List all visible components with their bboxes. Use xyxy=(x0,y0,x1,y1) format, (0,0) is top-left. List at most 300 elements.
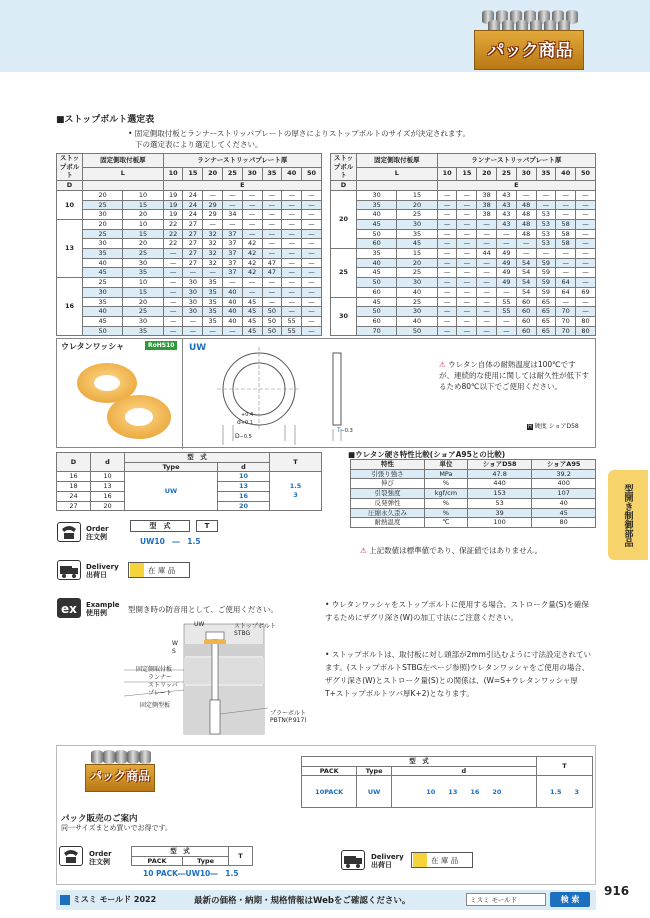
cell-e: 25 xyxy=(397,297,437,307)
dim-cell: 27 xyxy=(57,501,91,511)
cell-v: 22 xyxy=(163,229,183,239)
cell-v: — xyxy=(556,258,576,268)
example-label-en: Example xyxy=(86,601,120,609)
props-cell: % xyxy=(424,498,467,508)
cell-v: 29 xyxy=(203,210,223,220)
cell-v: 70 xyxy=(556,326,576,336)
cell-v: 22 xyxy=(163,239,183,249)
cell-v: — xyxy=(457,326,477,336)
phone-icon xyxy=(57,522,81,542)
cell-v: — xyxy=(497,239,517,249)
cell-v: — xyxy=(282,239,302,249)
cell-l: 50 xyxy=(83,326,123,336)
dim-h-type: Type xyxy=(125,462,218,472)
cell-v: 64 xyxy=(556,287,576,297)
pack-delivery-label xyxy=(371,853,404,869)
cell-v: — xyxy=(302,326,322,336)
order-label-jp: 注文例 xyxy=(86,533,107,541)
cell-v: 37 xyxy=(223,239,243,249)
pack-order-example: 10 PACK―UW10― 1.5 xyxy=(143,869,239,878)
props-h: ショアA95 xyxy=(532,460,596,470)
cell-v: 19 xyxy=(163,210,183,220)
cell-e: 15 xyxy=(397,190,437,200)
cell-l: 40 xyxy=(83,258,123,268)
h-l-sym: L xyxy=(83,167,164,181)
cell-v: — xyxy=(163,326,183,336)
cell-e: 45 xyxy=(397,239,437,249)
dim-T-tol: −0.3 xyxy=(340,428,353,434)
table-row xyxy=(331,249,596,259)
props-cell: 引裂強度 xyxy=(351,489,425,499)
dim-cell: 16 xyxy=(91,491,125,501)
cell-v: 58 xyxy=(556,229,576,239)
cell-e: 20 xyxy=(123,239,163,249)
dim-D-label xyxy=(235,433,252,440)
props-h: 単位 xyxy=(424,460,467,470)
section-note-1: • 固定側取付板とランナーストリッパプレートの厚さによりストップボルトのサイズが決定されます。 xyxy=(128,129,470,138)
cell-v: 30 xyxy=(183,307,203,317)
pack-h-d: d xyxy=(391,766,536,776)
cell-e: 15 xyxy=(397,249,437,259)
props-cell: 圧縮永久歪み xyxy=(351,508,425,518)
cell-v: — xyxy=(516,239,536,249)
cell-v: 34 xyxy=(223,210,243,220)
ex-puller-code: PBTN(P.917) xyxy=(270,717,307,724)
h-e-col: 50 xyxy=(576,167,596,181)
cell-v: 30 xyxy=(183,287,203,297)
cell-v: 59 xyxy=(536,268,556,278)
table-row xyxy=(331,268,596,278)
selection-table-left xyxy=(56,153,322,336)
cell-v: 50 xyxy=(262,326,282,336)
h-e-col: 50 xyxy=(302,167,322,181)
cell-v: — xyxy=(262,219,282,229)
h-e-col: 40 xyxy=(282,167,302,181)
cell-v: 50 xyxy=(262,307,282,317)
cell-l: 30 xyxy=(357,190,397,200)
cell-v: 48 xyxy=(516,210,536,220)
footer-brand-text: ミスミ モールド 2022 xyxy=(72,895,157,904)
cell-v: — xyxy=(457,210,477,220)
hardness-label xyxy=(527,421,579,430)
table-row xyxy=(57,229,322,239)
props-cell: kgf/cm xyxy=(424,489,467,499)
dim-D-tol: −0.5 xyxy=(239,434,252,440)
h-runner: ランナーストリッパプレート厚 xyxy=(163,154,321,168)
cell-v: — xyxy=(536,249,556,259)
cell-v: — xyxy=(262,200,282,210)
cell-v: — xyxy=(183,326,203,336)
cell-v: — xyxy=(242,219,262,229)
pack-order-en: Order xyxy=(89,850,112,858)
h-e-col: 10 xyxy=(163,167,183,181)
po-h-pack: PACK xyxy=(132,856,183,866)
cell-v: 37 xyxy=(223,268,243,278)
cell-v: — xyxy=(282,249,302,259)
cell-v: 35 xyxy=(203,307,223,317)
cell-v: 32 xyxy=(203,249,223,259)
props-cell: 153 xyxy=(467,489,531,499)
cell-v: — xyxy=(497,316,517,326)
cell-l: 25 xyxy=(83,200,123,210)
cell-v: 32 xyxy=(203,239,223,249)
cell-v: 24 xyxy=(183,210,203,220)
table-row xyxy=(351,498,596,508)
cell-v: 45 xyxy=(242,297,262,307)
pack-order-jp: 注文例 xyxy=(89,858,110,866)
cell-v: — xyxy=(282,297,302,307)
cell-l: 45 xyxy=(357,219,397,229)
cell-v: — xyxy=(477,326,497,336)
props-cell: 39.2 xyxy=(532,469,596,479)
table-row xyxy=(331,326,596,336)
props-cell: ℃ xyxy=(424,518,467,528)
cell-e: 35 xyxy=(123,326,163,336)
cell-v: — xyxy=(457,229,477,239)
h-e-col: 25 xyxy=(497,167,517,181)
cell-v: 54 xyxy=(516,278,536,288)
ex-plate2c: プレート xyxy=(148,690,172,697)
cell-v: — xyxy=(437,219,457,229)
cell-v: — xyxy=(262,239,282,249)
cell-v: — xyxy=(163,297,183,307)
cell-l: 35 xyxy=(357,200,397,210)
cell-v: — xyxy=(223,200,243,210)
cell-l: 70 xyxy=(357,326,397,336)
stock-icon xyxy=(413,853,427,867)
cell-l: 40 xyxy=(357,258,397,268)
table-row xyxy=(57,278,322,288)
cell-v: — xyxy=(282,190,302,200)
stock-text: 在 庫 品 xyxy=(148,565,176,575)
cell-v: — xyxy=(437,297,457,307)
cell-v: — xyxy=(223,278,243,288)
cell-e: 30 xyxy=(123,258,163,268)
table-row xyxy=(351,508,596,518)
h-blank xyxy=(357,181,438,191)
cell-v: — xyxy=(576,307,596,317)
cell-v: — xyxy=(477,268,497,278)
cell-v: — xyxy=(262,190,282,200)
h-e-col: 30 xyxy=(516,167,536,181)
table-row xyxy=(57,268,322,278)
cell-v: 32 xyxy=(203,258,223,268)
truck-icon xyxy=(57,560,81,580)
cell-v: 49 xyxy=(497,278,517,288)
cell-v: — xyxy=(242,190,262,200)
cell-v: 60 xyxy=(516,297,536,307)
properties-table xyxy=(350,459,596,528)
cell-e: 25 xyxy=(397,210,437,220)
po-h-model: 型 式 xyxy=(132,847,229,857)
ex-bolt-label: ストップボルト xyxy=(234,623,276,630)
cell-v: 43 xyxy=(497,210,517,220)
cell-v: 70 xyxy=(556,307,576,317)
cell-e: 20 xyxy=(397,258,437,268)
cell-v: 19 xyxy=(163,200,183,210)
dim-cell: 13 xyxy=(218,482,270,492)
pack-T: 1.5 xyxy=(549,787,562,796)
bolt-d: 16 xyxy=(57,278,83,336)
cell-v: 29 xyxy=(203,200,223,210)
cell-v: — xyxy=(576,249,596,259)
cell-v: 55 xyxy=(282,316,302,326)
cell-v: — xyxy=(536,190,556,200)
dim-T-label xyxy=(337,427,353,434)
cell-v: — xyxy=(556,190,576,200)
cell-v: 35 xyxy=(203,316,223,326)
footer-search-input[interactable]: ミスミ モールド xyxy=(466,893,546,906)
cell-v: 27 xyxy=(183,258,203,268)
cell-v: — xyxy=(457,249,477,259)
table-row xyxy=(57,316,322,326)
cell-v: 54 xyxy=(516,287,536,297)
cell-v: — xyxy=(302,287,322,297)
cell-v: 80 xyxy=(576,316,596,326)
pack-order-label xyxy=(89,850,112,866)
cell-v: — xyxy=(262,287,282,297)
cell-v: — xyxy=(282,307,302,317)
ex-plate2b: ストリッパ xyxy=(148,682,178,689)
props-h: ショアD58 xyxy=(467,460,531,470)
h-e-col: 15 xyxy=(183,167,203,181)
pack-h-T: T xyxy=(537,757,593,776)
cell-v: 54 xyxy=(516,268,536,278)
po-h-type: Type xyxy=(183,856,229,866)
pack-d: 13 xyxy=(448,787,458,796)
h-d-sym: D xyxy=(331,181,357,191)
dim-h-model: 型 式 xyxy=(125,453,270,463)
pack-table xyxy=(301,756,593,808)
cell-v: 30 xyxy=(183,278,203,288)
pack-type-val: UW xyxy=(357,776,391,808)
bullet-2: • ストップボルトは、取付板に対し頭部が2mm引込むように寸法設定されています。(ストップボルトSTBG左ページ参照)ウレタンワッシャをご使用の場合、ザグリ深さ(W)とストローク量(S)との関係は、(W=S+ウレタンワッシャ厚T+ストップボルトツバ厚K+2)となります。 xyxy=(325,650,591,698)
pack-delivery-jp: 出荷日 xyxy=(371,861,392,869)
cell-v: — xyxy=(163,249,183,259)
ex-s-label: S xyxy=(172,648,176,655)
cell-v: — xyxy=(457,200,477,210)
cell-l: 30 xyxy=(83,239,123,249)
cell-l: 30 xyxy=(83,287,123,297)
cell-v: — xyxy=(437,249,457,259)
cell-l: 40 xyxy=(357,210,397,220)
cell-v: — xyxy=(262,229,282,239)
table-row xyxy=(331,297,596,307)
side-category-tab[interactable]: 型開き制御部品 xyxy=(608,470,648,560)
cell-v: — xyxy=(437,258,457,268)
table-row xyxy=(331,229,596,239)
brand-icon xyxy=(60,895,70,905)
delivery-label-jp: 出荷日 xyxy=(86,571,107,579)
cell-v: — xyxy=(556,200,576,210)
cell-v: — xyxy=(556,210,576,220)
pack-title: パック販売のご案内 xyxy=(61,814,138,824)
cell-l: 40 xyxy=(83,307,123,317)
cell-v: — xyxy=(242,278,262,288)
cell-v: — xyxy=(497,287,517,297)
cell-v: — xyxy=(477,278,497,288)
h-e-col: 15 xyxy=(457,167,477,181)
cell-l: 35 xyxy=(357,249,397,259)
cell-v: — xyxy=(497,326,517,336)
cell-v: — xyxy=(576,200,596,210)
cell-v: 42 xyxy=(242,249,262,259)
cell-v: — xyxy=(302,278,322,288)
cell-v: 69 xyxy=(576,287,596,297)
cell-v: — xyxy=(302,316,322,326)
cell-v: — xyxy=(556,297,576,307)
cell-v: — xyxy=(437,200,457,210)
cell-e: 30 xyxy=(123,316,163,326)
cell-e: 30 xyxy=(397,219,437,229)
cell-v: 47 xyxy=(262,268,282,278)
table-row xyxy=(331,316,596,326)
props-cell: 耐熱温度 xyxy=(351,518,425,528)
table-row xyxy=(57,297,322,307)
ex-bolt-code: STBG xyxy=(234,630,251,637)
cell-v: — xyxy=(183,316,203,326)
cell-v: — xyxy=(437,239,457,249)
table-row xyxy=(331,210,596,220)
cell-v: 45 xyxy=(242,326,262,336)
cell-v: 54 xyxy=(516,258,536,268)
cell-v: — xyxy=(282,210,302,220)
cell-l: 20 xyxy=(83,190,123,200)
footer-search-button[interactable]: 検 索 xyxy=(550,892,590,907)
stock-icon xyxy=(130,563,144,577)
cell-v: 50 xyxy=(262,316,282,326)
table-row xyxy=(57,307,322,317)
cell-v: — xyxy=(576,210,596,220)
cell-v: 40 xyxy=(223,316,243,326)
cell-v: 27 xyxy=(183,239,203,249)
props-cell: MPa xyxy=(424,469,467,479)
rohs-badge: RoHS10 xyxy=(145,341,177,350)
cell-l: 35 xyxy=(83,249,123,259)
cell-v: — xyxy=(457,219,477,229)
cell-v: 38 xyxy=(477,200,497,210)
cell-v: — xyxy=(556,268,576,278)
cell-l: 60 xyxy=(357,239,397,249)
logo-text: パック商品 xyxy=(487,41,573,61)
pack-h-pack: PACK xyxy=(302,766,357,776)
cell-v: — xyxy=(302,200,322,210)
cell-v: — xyxy=(302,297,322,307)
dim-cell: 16 xyxy=(57,472,91,482)
cell-v: — xyxy=(437,268,457,278)
cell-v: — xyxy=(576,278,596,288)
table-row xyxy=(331,307,596,317)
cell-v: 22 xyxy=(163,219,183,229)
cell-v: — xyxy=(576,268,596,278)
po-h-T: T xyxy=(229,847,253,866)
dim-cell: 10 xyxy=(218,472,270,482)
cell-l: 20 xyxy=(83,219,123,229)
cell-v: 27 xyxy=(183,219,203,229)
props-cell: 80 xyxy=(532,518,596,528)
cell-v: — xyxy=(262,210,282,220)
cell-l: 45 xyxy=(357,268,397,278)
h-e-col: 40 xyxy=(556,167,576,181)
order-label-en: Order xyxy=(86,525,109,533)
cell-v: — xyxy=(576,239,596,249)
cell-v: — xyxy=(163,307,183,317)
cell-v: — xyxy=(262,278,282,288)
table-row xyxy=(57,200,322,210)
h-e-sym: E xyxy=(163,181,321,191)
cell-v: 30 xyxy=(183,297,203,307)
cell-v: — xyxy=(242,229,262,239)
cell-v: — xyxy=(437,210,457,220)
h-e-col: 20 xyxy=(477,167,497,181)
cell-e: 35 xyxy=(123,268,163,278)
pack-d-vals xyxy=(391,776,536,808)
cell-v: 53 xyxy=(536,239,556,249)
cell-v: 70 xyxy=(556,316,576,326)
cell-v: 65 xyxy=(536,326,556,336)
pack-T: 3 xyxy=(574,787,580,796)
h-e-col: 20 xyxy=(203,167,223,181)
cell-v: — xyxy=(163,278,183,288)
cell-v: 48 xyxy=(516,219,536,229)
cell-l: 45 xyxy=(357,297,397,307)
example-label-jp: 使用例 xyxy=(86,609,107,617)
cell-v: — xyxy=(477,316,497,326)
cell-v: — xyxy=(183,268,203,278)
cell-v: 45 xyxy=(242,307,262,317)
dim-cell: 10 xyxy=(91,472,125,482)
cell-v: — xyxy=(242,200,262,210)
cell-v: 35 xyxy=(203,287,223,297)
cell-v: 59 xyxy=(536,278,556,288)
table-row xyxy=(57,219,322,229)
table-row xyxy=(351,489,596,499)
cell-v: 65 xyxy=(536,316,556,326)
cell-v: — xyxy=(457,239,477,249)
cell-l: 25 xyxy=(83,229,123,239)
cell-v: — xyxy=(282,200,302,210)
cell-v: 27 xyxy=(183,229,203,239)
uw-title: ウレタンワッシャ xyxy=(61,342,125,351)
cell-v: — xyxy=(556,249,576,259)
cell-v: 24 xyxy=(183,190,203,200)
cell-v: — xyxy=(262,249,282,259)
props-cell: % xyxy=(424,508,467,518)
cell-v: — xyxy=(457,190,477,200)
dim-h-dd: d xyxy=(218,462,270,472)
props-note-text: 上記数値は標準値であり、保証値ではありません。 xyxy=(369,546,543,555)
bolt-d: 10 xyxy=(57,190,83,219)
cell-e: 20 xyxy=(397,200,437,210)
pack-d: 20 xyxy=(492,787,502,796)
ex-plate1: 固定側取付板 xyxy=(136,666,173,673)
bolt-d: 13 xyxy=(57,219,83,277)
cell-v: 47 xyxy=(262,258,282,268)
table-row xyxy=(331,190,596,200)
cell-v: — xyxy=(282,219,302,229)
cell-v: 45 xyxy=(242,316,262,326)
cell-v: — xyxy=(437,287,457,297)
pack-d: 10 xyxy=(426,787,436,796)
cell-v: 43 xyxy=(497,219,517,229)
pack-h-model: 型 式 xyxy=(302,757,537,767)
cell-v: 55 xyxy=(282,326,302,336)
cell-v: 43 xyxy=(497,200,517,210)
hardness-text: 硬度 ショアD58 xyxy=(534,423,579,430)
pack-T-vals xyxy=(537,776,593,808)
props-cell: 47.8 xyxy=(467,469,531,479)
table-row xyxy=(57,287,322,297)
